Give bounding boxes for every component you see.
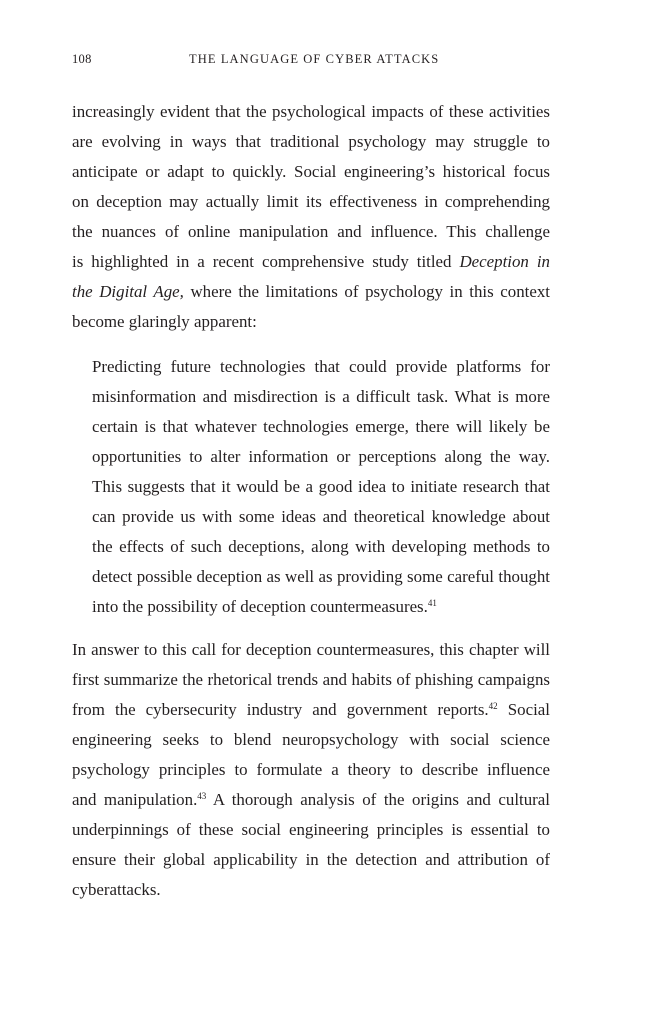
footnote-ref-41[interactable]: 41 (427, 598, 437, 608)
quote-line: the effects of such deceptions, along with developing methods to (92, 537, 550, 556)
text-line (72, 247, 550, 277)
text-line: are evolving in ways that traditional psychology may struggle to (72, 132, 550, 151)
text-line (72, 277, 550, 307)
running-title: THE LANGUAGE OF CYBER ATTACKS (189, 52, 440, 66)
study-title-part1: Deception in (459, 252, 550, 271)
text-run: is highlighted in a recent comprehensive study titled (72, 252, 460, 271)
quote-line: can provide us with some ideas and theoretical knowledge about (92, 507, 550, 526)
quote-line: detect possible deception as well as providing some careful thought (92, 567, 550, 586)
quote-line (92, 592, 550, 622)
text-line: ensure their global applicability in the detection and attribution of (72, 850, 550, 869)
text-line: become glaringly apparent: (72, 312, 257, 331)
text-line: increasingly evident that the psychological impacts of these activities (72, 102, 550, 121)
text-run: from the cybersecurity industry and government reports. (72, 700, 489, 719)
text-line: psychology principles to formulate a theory to describe influence (72, 760, 550, 779)
quote-line: Predicting future technologies that could provide platforms for (92, 357, 550, 376)
quote-line: opportunities to alter information or perceptions along the way. (92, 447, 550, 466)
quote-line: This suggests that it would be a good idea to initiate research that (92, 477, 550, 496)
text-line: the nuances of online manipulation and influence. This challenge (72, 222, 550, 241)
text-line: underpinnings of these social engineering principles is essential to (72, 820, 550, 839)
text-run: where the limitations of psychology in this context (183, 282, 551, 301)
text-line: first summarize the rhetorical trends and habits of phishing campaigns (72, 670, 550, 689)
text-line: on deception may actually limit its effectiveness in comprehending (72, 192, 550, 211)
footnote-ref-42[interactable]: 42 (488, 701, 498, 711)
text-run: Social (497, 700, 550, 719)
text-run: A thorough analysis of the origins and cultural (206, 790, 550, 809)
text-line: cyberattacks. (72, 880, 161, 899)
text-run: and manipulation. (72, 790, 198, 809)
quote-line: misinformation and misdirection is a difficult task. What is more (92, 387, 550, 406)
paragraph-conclusion (72, 635, 550, 905)
text-line: In answer to this call for deception countermeasures, this chapter will (72, 640, 550, 659)
footnote-ref-43[interactable]: 43 (197, 791, 207, 801)
running-head (72, 52, 550, 70)
text-line (72, 695, 550, 725)
text-line: engineering seeks to blend neuropsychology with social science (72, 730, 550, 749)
text-run: into the possibility of deception countermeasures. (92, 597, 428, 616)
paragraph-intro (72, 97, 550, 337)
text-line: anticipate or adapt to quickly. Social engineering’s historical focus (72, 162, 550, 181)
quote-line: certain is that whatever technologies emerge, there will likely be (92, 417, 550, 436)
text-line (72, 785, 550, 815)
page-number: 108 (72, 52, 92, 66)
study-title-part2: the Digital Age, (72, 282, 184, 301)
block-quote (92, 352, 550, 622)
